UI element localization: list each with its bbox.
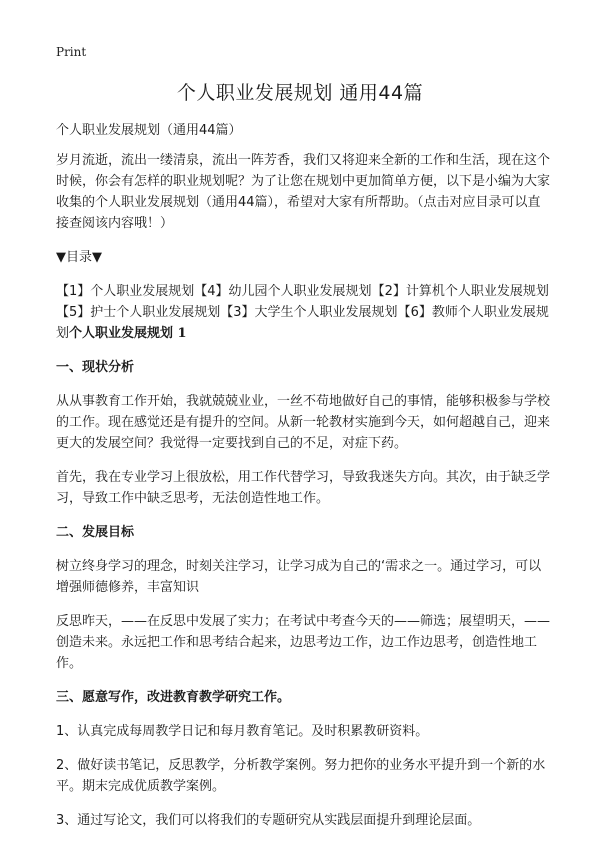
list-item: 3、通过写论文，我们可以将我们的专题研究从实践层面提升到理论层面。: [56, 813, 481, 828]
section-heading-status: 一、现状分析: [56, 360, 135, 375]
section-title: 个人职业发展规划 1: [69, 326, 187, 341]
toc-item-5[interactable]: 【5】护士个人职业发展规划: [56, 305, 221, 320]
document-body: [56, 120, 550, 844]
section-heading-writing: 三、愿意写作，改进教育教学研究工作。: [56, 690, 291, 705]
section-paragraph: 反思昨天，——在反思中发展了实力；在考试中考查今天的——筛选；展望明天，——创造未来。永远把工作和思考结合起来，边思考边工作，边工作边思考，创造性地工作。: [56, 614, 551, 671]
toc-item-4[interactable]: 【4】幼儿园个人职业发展规划: [194, 284, 372, 299]
toc-heading: ▼目录▼: [56, 250, 102, 265]
section-paragraph: 树立终身学习的理念，时刻关注学习，让学习成为自己的‘需求之一。通过学习，可以增强师德修养，丰富知识: [56, 559, 542, 595]
section-heading-goals: 二、发展目标: [56, 525, 135, 540]
document-subtitle: 个人职业发展规划（通用44篇）: [56, 123, 242, 138]
toc-item-2[interactable]: 【2】计算机个人职业发展规划: [371, 284, 549, 299]
list-item: 1、认真完成每周教学日记和每月教育笔记。及时积累教研资料。: [56, 724, 429, 739]
toc-item-1[interactable]: 【1】个人职业发展规划: [56, 284, 195, 299]
list-item: 2、做好读书笔记，反思教学，分析教学案例。努力把你的业务水平提升到一个新的水平。期末完成优质教学案例。: [56, 758, 546, 794]
table-of-contents: [56, 281, 550, 344]
section-paragraph: 从从事教育工作开始，我就兢兢业业，一丝不苟地做好自己的事情，能够积极参与学校的工作。现在感觉还是有提升的空间。从新一轮教材实施到今天，如何超越自己，迎来更大的发展空间？我觉得一定要找到自己的不足，对症下药。: [56, 394, 551, 451]
print-link[interactable]: Print: [56, 45, 87, 59]
toc-item-3[interactable]: 【3】大学生个人职业发展规划: [220, 305, 398, 320]
section-paragraph: 首先，我在专业学习上很放松，用工作代替学习，导致我迷失方向。其次，由于缺乏学习，导致工作中缺乏思考，无法创造性地工作。: [56, 470, 551, 506]
intro-paragraph: 岁月流逝，流出一缕清泉，流出一阵芳香，我们又将迎来全新的工作和生活，现在这个时候，你会有怎样的职业规划呢？为了让您在规划中更加简单方便，以下是小编为大家收集的个人职业发展规划（通用44篇），希望对大家有所帮助。（点击对应目录可以直接查阅该内容哦！）: [56, 153, 551, 231]
page-title: 个人职业发展规划 通用44篇: [176, 82, 424, 104]
toc-item-6[interactable]: 【6】教师个人职业发展规划: [56, 305, 549, 341]
